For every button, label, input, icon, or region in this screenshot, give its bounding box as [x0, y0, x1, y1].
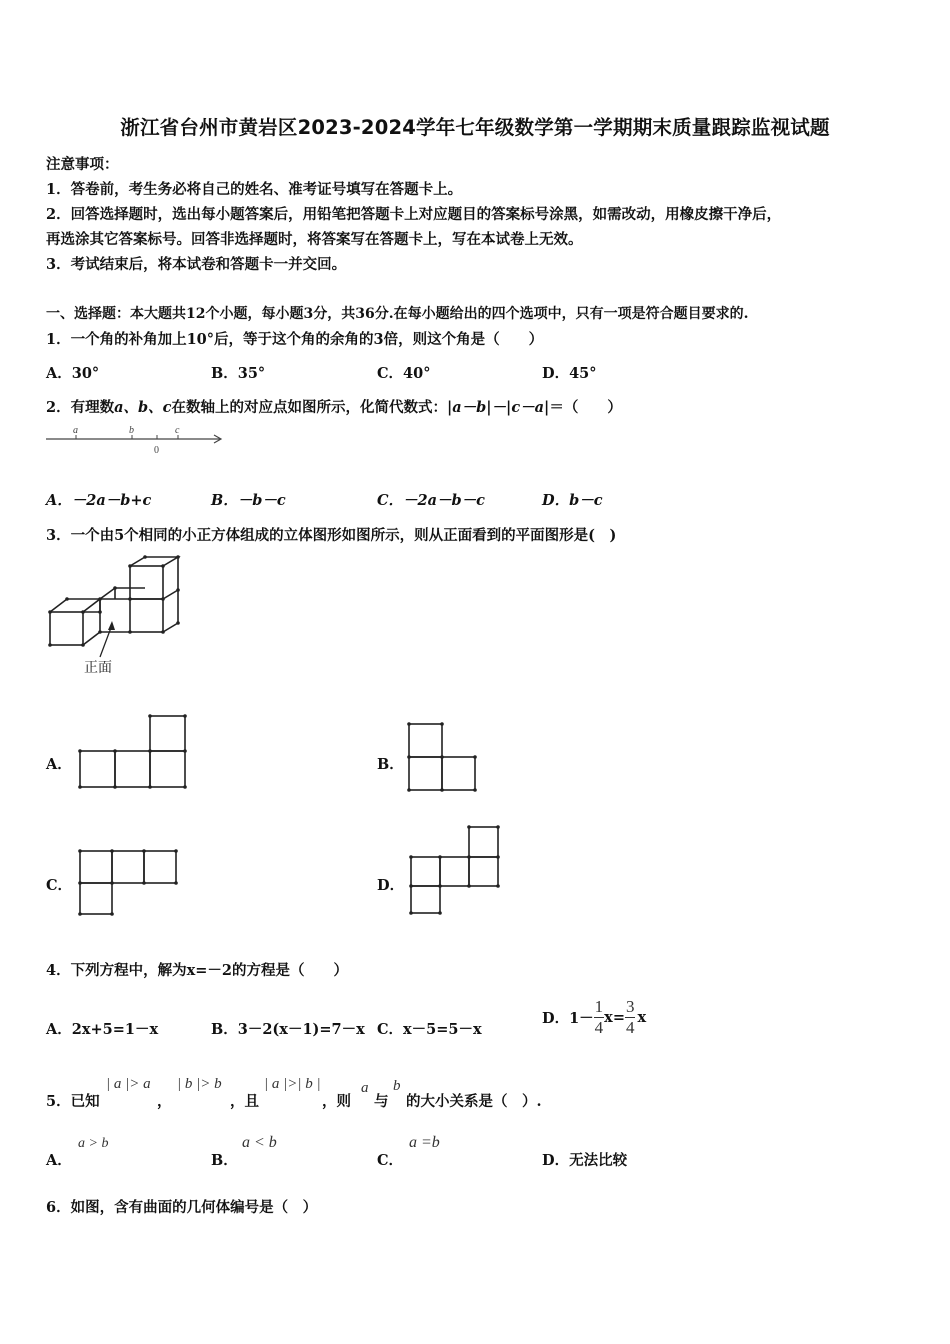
q5-option-b-letter: B．: [211, 1152, 238, 1169]
notice-item-2-cont: 再选涂其它答案标号。回答非选择题时，将答案写在答题卡上，写在本试卷上无效。: [46, 231, 583, 248]
q5-option-d-letter: D．: [542, 1152, 570, 1169]
q5-option-b-expr: a < b: [242, 1134, 277, 1151]
q3-option-c-letter: C．: [46, 877, 73, 894]
q5-prefix: 5．已知: [46, 1093, 100, 1110]
q5-var-a: a: [361, 1080, 369, 1096]
q5-option-a-expr: a > b: [78, 1136, 109, 1151]
q3-option-d-letter: D．: [377, 877, 405, 894]
q2-stem-mid: 在数轴上的对应点如图所示，化简代数式：|: [171, 399, 453, 416]
q5-var-b: b: [393, 1078, 401, 1094]
q1-option-c: C．40°: [377, 365, 431, 382]
q4-option-b: B．3－2(x－1)=7－x: [211, 1021, 365, 1038]
q6-stem: 6．如图，含有曲面的几何体编号是（ ）: [46, 1199, 318, 1216]
q5-option-c-expr: a =b: [409, 1134, 440, 1151]
q3-option-b-figure: [405, 720, 479, 794]
q2-option-a: A．－2a－b+c: [46, 492, 152, 509]
label-zero: 0: [154, 445, 159, 456]
fraction-1-4: $\frac{1}{4}$: [594, 996, 604, 1037]
q2-stem-suffix: ＝（ ）: [549, 399, 622, 416]
q2-option-c: C．－2a－b－c: [377, 492, 485, 509]
q4-option-d-mid: x=: [604, 1008, 625, 1026]
notice-item-2: 2．回答选择题时，选出每小题答案后，用铅笔把答题卡上对应题目的答案标号涂黑，如需改动，用橡皮擦干净后，: [46, 206, 782, 223]
q3-option-d-figure: [405, 823, 505, 917]
q2-option-b: B．－b－c: [211, 492, 286, 509]
q5-option-d-text: 无法比较: [569, 1152, 628, 1169]
q1-option-d: D．45°: [542, 365, 597, 382]
q5-option-c-letter: C．: [377, 1152, 404, 1169]
front-arrow-head-icon: [108, 621, 115, 630]
q5-sep1: ，: [157, 1093, 172, 1110]
q4-stem: 4．下列方程中，解为x=－2的方程是（ ）: [46, 962, 348, 979]
q2-stem-expr: a－b|－|c－a|: [452, 399, 550, 416]
notice-item-3: 3．考试结束后，将本试卷和答题卡一并交回。: [46, 256, 347, 273]
q4-option-d-suffix: x: [637, 1008, 647, 1026]
q5-cond1: | a |> a: [106, 1076, 151, 1092]
notice-item-1: 1．答卷前，考生务必将自己的姓名、准考证号填写在答题卡上。: [46, 181, 463, 198]
q3-option-b-letter: B．: [377, 756, 404, 773]
q3-option-a-figure: [74, 713, 190, 791]
q2-stem-prefix: 2．有理数: [46, 399, 115, 416]
q2-stem: [46, 396, 622, 417]
q1-stem: 1．一个角的补角加上10°后，等于这个角的余角的3倍，则这个角是（ ）: [46, 331, 544, 348]
fraction-3-4: $\frac{3}{4}$: [625, 996, 635, 1037]
q4-option-c: C．x－5=5－x: [377, 1021, 482, 1038]
q5-with: 与: [374, 1093, 389, 1110]
q4-option-d-prefix: 1－: [569, 1009, 594, 1027]
q3-option-a-letter: A．: [46, 756, 72, 773]
q5-suffix: 的大小关系是（ ）.: [406, 1093, 542, 1110]
notice-heading: 注意事项：: [46, 156, 119, 173]
number-line-figure: [44, 422, 224, 458]
q3-stem: 3．一个由5个相同的小正方体组成的立体图形如图所示，则从正面看到的平面图形是( ): [46, 527, 617, 544]
label-b: b: [129, 425, 134, 436]
q2-stem-vars: a、b、c: [114, 399, 172, 416]
q5-sep3: ，则: [322, 1093, 351, 1110]
q2-option-d: D．b－c: [542, 492, 603, 509]
q5-option-d: [542, 1149, 627, 1170]
label-c: c: [175, 425, 180, 436]
q4-option-a: A．2x+5=1－x: [46, 1021, 159, 1038]
q1-option-a: A．30°: [46, 365, 100, 382]
q5-cond3: | a |>| b |: [264, 1076, 321, 1092]
cube-stack-figure: [44, 555, 184, 680]
front-label: 正面: [84, 660, 112, 676]
q3-option-c-figure: [74, 846, 182, 918]
q4-option-d-letter: D．: [542, 1009, 570, 1027]
q5-option-a-letter: A．: [46, 1152, 72, 1169]
q4-option-d: [542, 992, 646, 1042]
section-heading: 一、选择题：本大题共12个小题，每小题3分，共36分.在每小题给出的四个选项中，只有一项是符合题目要求的.: [46, 306, 749, 322]
page-title: 浙江省台州市黄岩区2023-2024学年七年级数学第一学期期末质量跟踪监视试题: [120, 116, 830, 139]
q1-option-b: B．35°: [211, 365, 266, 382]
label-a: a: [73, 425, 78, 436]
q5-cond2: | b |> b: [177, 1076, 222, 1092]
q5-sep2: ，且: [230, 1093, 259, 1110]
